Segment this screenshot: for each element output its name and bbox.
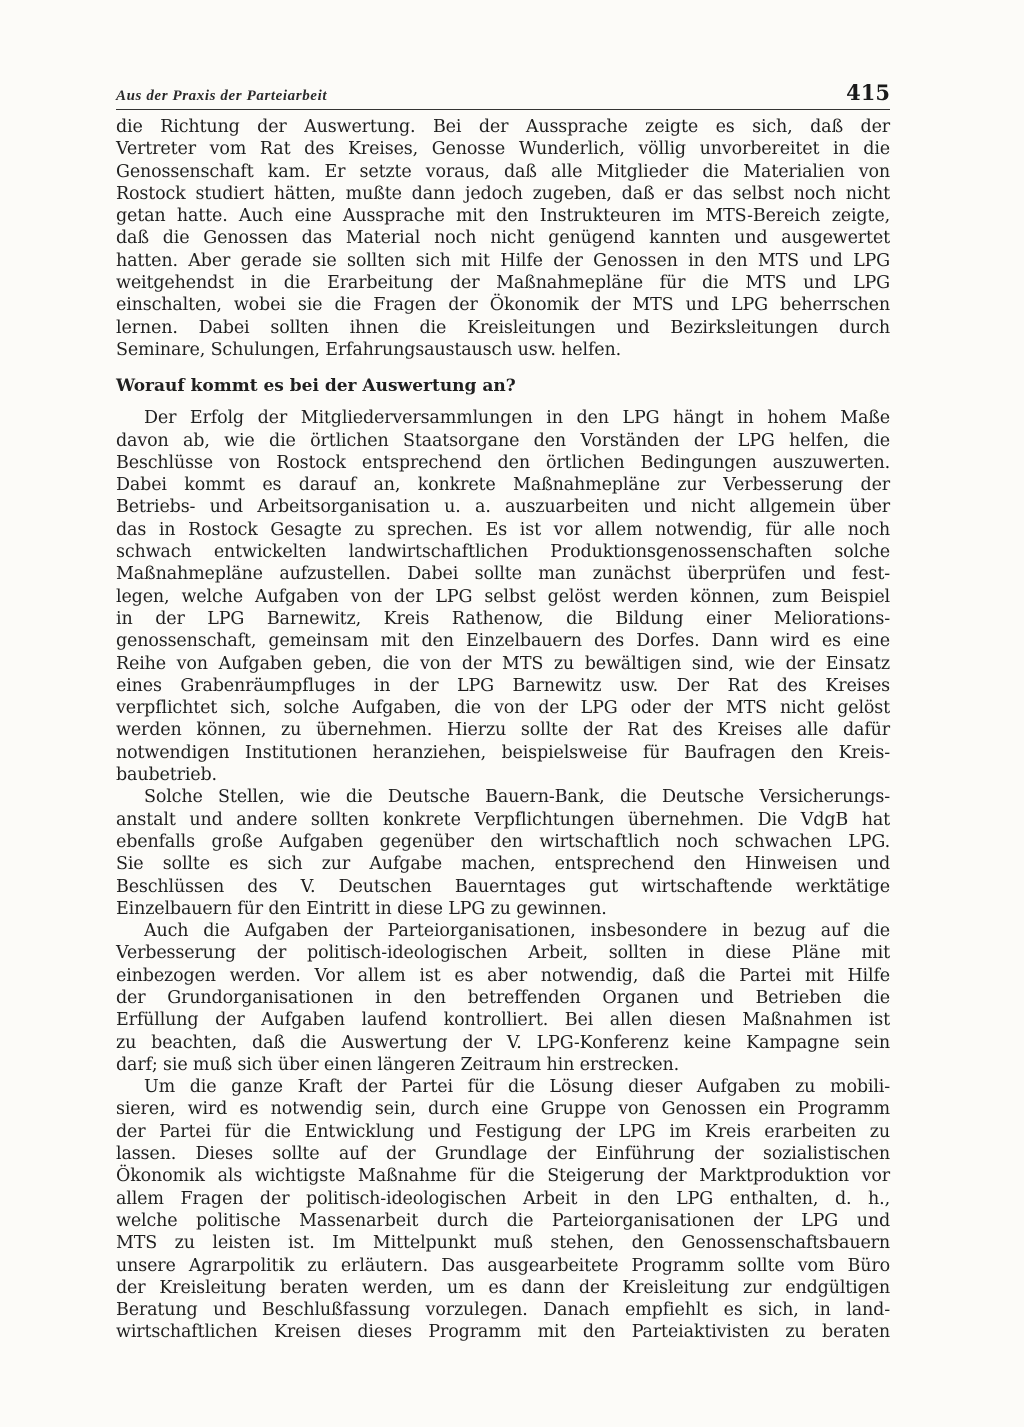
text-line: zu beachten, daß die Auswertung der V. LPG-Konferenz keine Kampagne sein: [116, 1032, 890, 1053]
text-line: Betriebs- und Arbeitsorganisation u. a. auszuarbeiten und nicht allgemein über: [116, 497, 890, 518]
text-line: ebenfalls große Aufgaben gegenüber den wirtschaftlich noch schwachen LPG.: [116, 831, 890, 852]
text-line: anstalt und andere sollten konkrete Verpflichtungen übernehmen. Die VdgB hat: [116, 809, 890, 830]
text-line: werden können, zu übernehmen. Hierzu sollte der Rat des Kreises alle dafür: [116, 720, 890, 741]
text-line: Maßnahmepläne aufzustellen. Dabei sollte man zunächst überprüfen und fest-: [116, 564, 890, 585]
text-line: MTS zu leisten ist. Im Mittelpunkt muß stehen, den Genossenschaftsbauern: [116, 1233, 890, 1254]
text-line: allem Fragen der politisch-ideologischen Arbeit in den LPG enthalten, d. h.,: [116, 1188, 890, 1209]
paragraph-4: [116, 1076, 890, 1344]
text-line: in der LPG Barnewitz, Kreis Rathenow, die Bildung einer Meliorations-: [116, 608, 890, 629]
text-line: legen, welche Aufgaben von der LPG selbst gelöst werden können, zum Beispiel: [116, 586, 890, 607]
text-line: Beratung und Beschlußfassung vorzulegen. Danach empfiehlt es sich, in land-: [116, 1300, 890, 1321]
text-line: Reihe von Aufgaben geben, die von der MTS zu bewältigen sind, wie der Einsatz: [116, 653, 890, 674]
running-head: Aus der Praxis der Parteiarbeit: [116, 88, 328, 104]
text-line: wirtschaftlichen Kreisen dieses Programm mit den Parteiaktivisten zu beraten: [116, 1322, 890, 1343]
text-line: davon ab, wie die örtlichen Staatsorgane den Vorständen der LPG helfen, die: [116, 430, 890, 451]
text-line: der Grundorganisationen in den betreffenden Organen und Betrieben die: [116, 987, 890, 1008]
text-line: hatten. Aber gerade sie sollten sich mit Hilfe der Genossen in den MTS und LPG: [116, 250, 890, 271]
text-line: Um die ganze Kraft der Partei für die Lösung dieser Aufgaben zu mobili-: [144, 1077, 890, 1098]
text-line: Rostock studiert hätten, mußte dann jedoch zugeben, daß er das selbst noch nicht: [116, 183, 890, 204]
text-line: lernen. Dabei sollten ihnen die Kreisleitungen und Bezirksleitungen durch: [116, 317, 890, 338]
section-heading: Worauf kommt es bei der Auswertung an?: [116, 376, 516, 397]
page-number: 415: [846, 80, 890, 105]
text-line: unsere Agrarpolitik zu erläutern. Das ausgearbeitete Programm sollte vom Büro: [116, 1255, 890, 1276]
text-line: Der Erfolg der Mitgliederversammlungen in den LPG hängt in hohem Maße: [144, 408, 890, 429]
text-line: Erfüllung der Aufgaben laufend kontrolliert. Bei allen diesen Maßnahmen ist: [116, 1010, 890, 1031]
text-line: lassen. Dieses sollte auf der Grundlage der Einführung der sozialistischen: [116, 1144, 890, 1165]
text-line: einbezogen werden. Vor allem ist es aber notwendig, daß die Partei mit Hilfe: [116, 965, 890, 986]
text-line: der Kreisleitung beraten werden, um es dann der Kreisleitung zur endgültigen: [116, 1277, 890, 1298]
text-line: Einzelbauern für den Eintritt in diese LPG zu gewinnen.: [116, 898, 607, 919]
paragraph-1: [116, 407, 890, 786]
text-line: notwendigen Institutionen heranziehen, beispielsweise für Baufragen den Kreis-: [116, 742, 890, 763]
text-line: Dabei kommt es darauf an, konkrete Maßnahmepläne zur Verbesserung der: [116, 475, 890, 496]
text-line: der Partei für die Entwicklung und Festigung der LPG im Kreis erarbeiten zu: [116, 1121, 890, 1142]
text-line: baubetrieb.: [116, 765, 217, 786]
page-header: [116, 80, 890, 110]
text-line: das in Rostock Gesagte zu sprechen. Es ist vor allem notwendig, für alle noch: [116, 519, 890, 540]
text-line: schwach entwickelten landwirtschaftlichen Produktionsgenossenschaften solche: [116, 542, 890, 563]
text-line: einschalten, wobei sie die Fragen der Ökonomik der MTS und LPG beherrschen: [116, 295, 890, 316]
text-line: daß die Genossen das Material noch nicht genügend kannten und ausgewertet: [116, 228, 890, 249]
text-line: Verbesserung der politisch-ideologischen Arbeit, sollten in diese Pläne mit: [116, 943, 890, 964]
text-line: Genossenschaft kam. Er setzte voraus, daß alle Mitglieder die Materialien von: [116, 161, 890, 182]
text-line: getan hatte. Auch eine Aussprache mit den Instrukteuren im MTS-Bereich zeigte,: [116, 206, 890, 227]
paragraph-3: [116, 920, 890, 1076]
text-line: Ökonomik als wichtigste Maßnahme für die Steigerung der Marktproduktion vor: [116, 1166, 890, 1187]
text-line: welche politische Massenarbeit durch die Parteiorganisationen der LPG und: [116, 1210, 890, 1231]
text-line: die Richtung der Auswertung. Bei der Aussprache zeigte es sich, daß der: [116, 117, 890, 137]
text-line: Beschlüsse von Rostock entsprechend den örtlichen Bedingungen auszuwerten.: [116, 452, 890, 473]
text-line: Vertreter vom Rat des Kreises, Genosse Wunderlich, völlig unvorbereitet in die: [116, 139, 890, 160]
text-line: darf; sie muß sich über einen längeren Zeitraum hin erstrecken.: [116, 1054, 680, 1075]
text-line: Auch die Aufgaben der Parteiorganisationen, insbesondere in bezug auf die: [144, 921, 890, 942]
text-line: sieren, wird es notwendig sein, durch eine Gruppe von Genossen ein Programm: [116, 1099, 890, 1120]
text-line: verpflichtet sich, solche Aufgaben, die von der LPG oder der MTS nicht gelöst: [116, 698, 890, 719]
text-line: Seminare, Schulungen, Erfahrungsaustausch usw. helfen.: [116, 339, 622, 360]
text-line: Beschlüssen des V. Deutschen Bauerntages gut wirtschaftende werktätige: [116, 876, 890, 897]
paragraph-2: [116, 786, 890, 920]
section-1-text: [116, 116, 890, 361]
text-line: weitgehendst in die Erarbeitung der Maßnahmepläne für die MTS und LPG: [116, 273, 890, 294]
text-line: genossenschaft, gemeinsam mit den Einzelbauern des Dorfes. Dann wird es eine: [116, 631, 890, 652]
text-line: Sie sollte es sich zur Aufgabe machen, entsprechend den Hinweisen und: [116, 854, 890, 875]
text-line: eines Grabenräumpfluges in der LPG Barnewitz usw. Der Rat des Kreises: [116, 675, 890, 696]
text-line: Solche Stellen, wie die Deutsche Bauern-Bank, die Deutsche Versicherungs-: [144, 787, 890, 808]
document-page: [116, 80, 890, 1344]
